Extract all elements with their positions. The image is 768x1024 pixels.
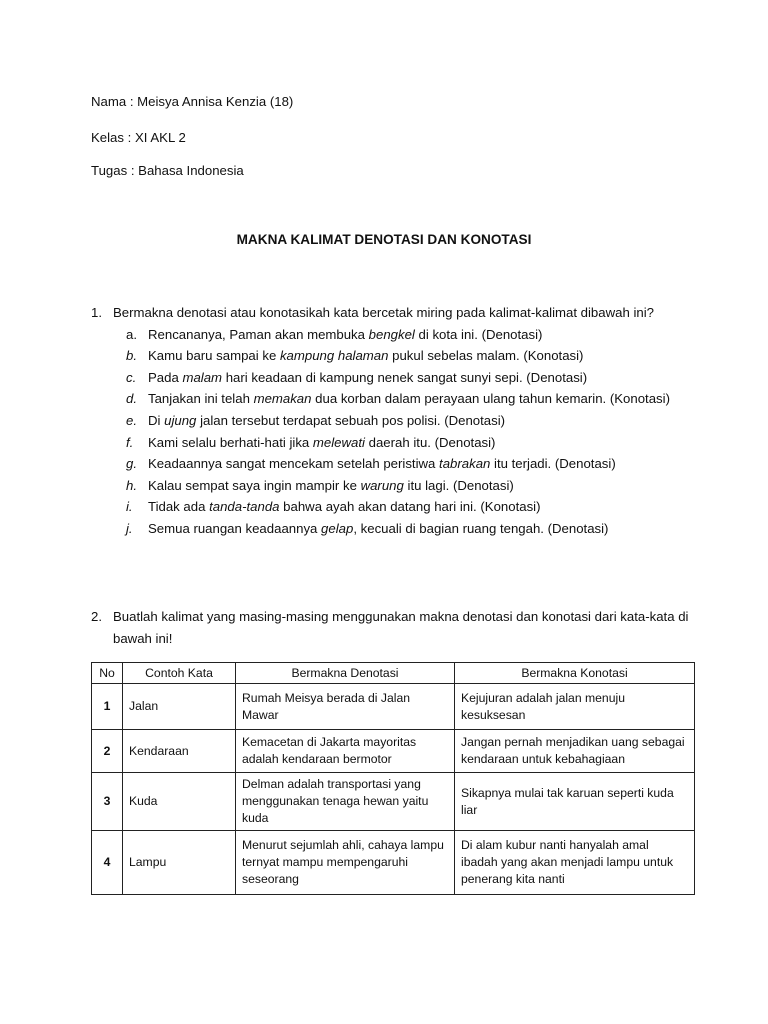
cell-denotasi: Delman adalah transportasi yang menggunakan tenaga hewan yaitu kuda: [236, 773, 455, 831]
italic-word: kampung halaman: [279, 348, 389, 364]
column-header-konotasi: Bermakna Konotasi: [455, 663, 695, 684]
column-header-no: No: [92, 663, 123, 684]
cell-no: 1: [92, 684, 123, 730]
table-row: [92, 831, 695, 895]
italic-word: malam: [182, 369, 223, 385]
list-item: d. Tanjakan ini telah memakan dua korban dalam perayaan ulang tahun kemarin. (Konotasi): [126, 391, 670, 407]
question-number: 1.: [91, 305, 102, 320]
cell-konotasi: Sikapnya mulai tak karuan seperti kuda liar: [455, 773, 695, 831]
question-text: Buatlah kalimat yang masing-masing menggunakan makna denotasi dan konotasi dari kata-kata di bawah ini!: [113, 609, 689, 646]
table-row: [92, 684, 695, 730]
cell-konotasi: Jangan pernah menjadikan uang sebagai kendaraan untuk kebahagiaan: [455, 730, 695, 773]
table-row: [92, 773, 695, 831]
cell-no: 2: [92, 730, 123, 773]
list-item: c. Pada malam hari keadaan di kampung nenek sangat sunyi sepi. (Denotasi): [126, 369, 588, 385]
cell-kata: Jalan: [123, 684, 236, 730]
list-item: e. Di ujung jalan tersebut terdapat sebuah pos polisi. (Denotasi): [126, 412, 506, 428]
italic-word: ujung: [164, 412, 197, 428]
cell-konotasi: Kejujuran adalah jalan menuju kesuksesan: [455, 684, 695, 730]
cell-denotasi: Rumah Meisya berada di Jalan Mawar: [236, 684, 455, 730]
list-item: j. Semua ruangan keadaannya gelap, kecuali di bagian ruang tengah. (Denotasi): [126, 520, 609, 536]
list-item: a. Rencananya, Paman akan membuka bengkel di kota ini. (Denotasi): [126, 326, 543, 342]
question-1: [91, 302, 691, 540]
cell-no: 4: [92, 831, 123, 895]
question-1-items: [91, 324, 691, 540]
list-item: b. Kamu baru sampai ke kampung halaman pukul sebelas malam. (Konotasi): [126, 348, 584, 364]
italic-word: gelap: [321, 520, 354, 536]
italic-word: tanda-tanda: [209, 499, 280, 515]
assignment-subject: Tugas : Bahasa Indonesia: [91, 163, 244, 178]
italic-word: tabrakan: [439, 456, 491, 472]
cell-denotasi: Kemacetan di Jakarta mayoritas adalah kendaraan bermotor: [236, 730, 455, 773]
question-2: [91, 606, 691, 649]
cell-kata: Kuda: [123, 773, 236, 831]
list-item: i. Tidak ada tanda-tanda bahwa ayah akan datang hari ini. (Konotasi): [126, 499, 541, 515]
italic-word: warung: [360, 477, 404, 493]
document-title: MAKNA KALIMAT DENOTASI DAN KONOTASI: [236, 232, 532, 247]
column-header-denotasi: Bermakna Denotasi: [236, 663, 455, 684]
cell-kata: Lampu: [123, 831, 236, 895]
table-row: [92, 730, 695, 773]
italic-word: memakan: [253, 391, 312, 407]
cell-konotasi: Di alam kubur nanti hanyalah amal ibadah yang akan menjadi lampu untuk penerang kita nanti: [455, 831, 695, 895]
cell-kata: Kendaraan: [123, 730, 236, 773]
answer-table: [91, 662, 695, 895]
cell-no: 3: [92, 773, 123, 831]
table-header-row: [92, 663, 695, 684]
cell-denotasi: Menurut sejumlah ahli, cahaya lampu ternyat mampu mempengaruhi seseorang: [236, 831, 455, 895]
question-number: 2.: [91, 609, 102, 624]
student-class: Kelas : XI AKL 2: [91, 130, 186, 145]
italic-word: bengkel: [368, 326, 415, 342]
list-item: h. Kalau sempat saya ingin mampir ke warung itu lagi. (Denotasi): [126, 477, 514, 493]
student-name: Nama : Meisya Annisa Kenzia (18): [91, 94, 294, 109]
list-item: f. Kami selalu berhati-hati jika melewati daerah itu. (Denotasi): [126, 434, 496, 450]
italic-word: melewati: [312, 434, 365, 450]
question-text: Bermakna denotasi atau konotasikah kata bercetak miring pada kalimat-kalimat dibawah ini?: [113, 305, 654, 320]
column-header-kata: Contoh Kata: [123, 663, 236, 684]
list-item: g. Keadaannya sangat mencekam setelah peristiwa tabrakan itu terjadi. (Denotasi): [126, 456, 616, 472]
